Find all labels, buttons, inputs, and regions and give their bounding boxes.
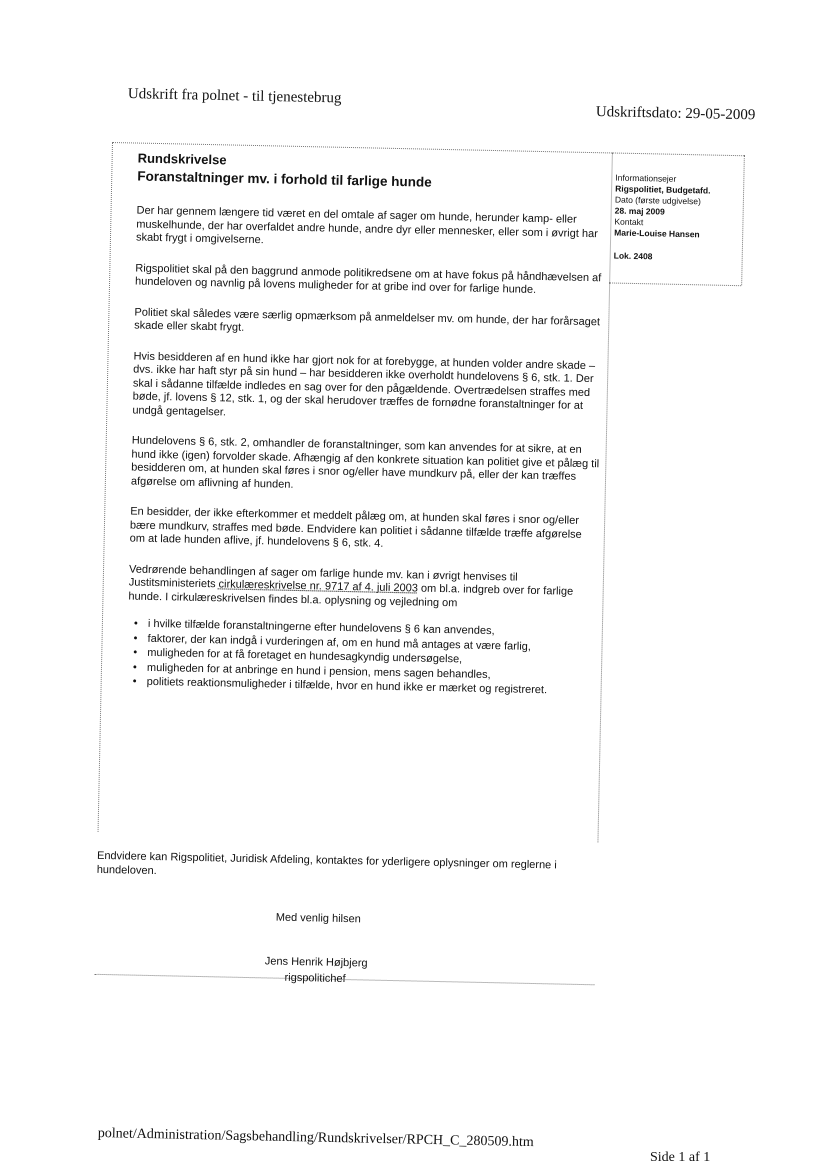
info-border-bottom: [609, 282, 741, 286]
date-label: Dato (første udgivelse): [614, 194, 701, 207]
list-item: • politiets reaktionsmuligheder i tilfælde, hvor en hund ikke er mærket og registreret.: [147, 676, 597, 699]
paragraph: Der har gennem længere tid været en del omtale af sager om hunde, herunder kamp- eller muskelhunde, der har overfaldet andre hunde, andre dyr eller mennesker, eller som i øvrigt har skabt frygt i omgivelserne.: [135, 204, 598, 247]
greeting: Med venlig hilsen: [275, 911, 361, 926]
owner-value: Rigspolitiet, Budgetafd.: [615, 183, 711, 196]
doc-title: Foranstaltninger mv. i forhold til farlige hunde: [137, 168, 432, 190]
paragraph: Rigspolitiet skal på den baggrund anmode politikredsene om at have fokus på håndhævelsen af hundeloven og navnlig på lovens muligheder for at gribe ind over for farlige hunde.: [134, 262, 602, 296]
paragraph: En besidder, der ikke efterkommer et meddelt pålæg om, at hunden skal føres i snor og/eller bære mundkurv, straffes med bøde. Endvidere kan politiet i sådanne tilfælde træffe afgørelse om at lade hunden aflive, jf. hundelovens § 6, stk. 4.: [129, 505, 582, 550]
list-item: • muligheden for at anbringe en hund i pension, mens sagen behandles,: [147, 661, 597, 684]
paragraph: Hvis besidderen af en hund ikke har gjort nok for at forebygge, at hunden volder andre skade – dvs. ikke har haft styr på sin hund – har besidderen ikke overholdt hundelovens § 6, stk. 1. Der skal i sådanne tilfælde indledes en sag over for den pågældende. Overtrædelsen straffes med bøde, jf. lovens § 12, stk. 1, og der skal herudover træffes de fornødne foranstaltninger for at undgå gentagelser.: [132, 349, 596, 418]
reference-text-before: Vedrørende behandlingen af sager om farlige hunde mv. kan i øvrigt henvises til Justitsministeriets: [128, 562, 518, 591]
list-item: • muligheden for at få foretaget en hundesagkyndig undersøgelse,: [147, 647, 597, 670]
left-border: [98, 142, 113, 832]
closing-paragraph: Endvidere kan Rigspolitiet, Juridisk Afdeling, kontaktes for yderligere oplysninger om reglerne i hundeloven.: [96, 849, 557, 877]
info-panel: [614, 173, 746, 265]
contact-value: Marie-Louise Hansen: [614, 227, 700, 240]
reference-paragraph: [128, 563, 599, 613]
reference-text-after: om bl.a. indgreb over for farlige hunde. I cirkulæreskrivelsen findes bl.a. oplysning og vejledning om: [128, 582, 574, 609]
circular-link[interactable]: cirkulæreskrivelse nr. 9717 af 4. juli 2003: [218, 578, 419, 595]
extension: Lok. 2408: [613, 250, 653, 262]
owner-label: Informationsejer: [615, 172, 677, 184]
contact-label: Kontakt: [614, 216, 644, 228]
print-date: Udskriftsdato: 29-05-2009: [595, 104, 756, 124]
document-body: [94, 142, 711, 1001]
signature-title: rigspolitichef: [284, 971, 346, 986]
main-text: [127, 205, 607, 700]
signature-name: Jens Henrik Højbjerg: [264, 955, 368, 970]
doc-type: Rundskrivelse: [137, 150, 227, 168]
print-header-left: Udskrift fra polnet - til tjenestebrug: [127, 86, 342, 107]
footer-path: polnet/Administration/Sagsbehandling/Rundskrivelser/RPCH_C_280509.htm: [97, 1126, 534, 1151]
paragraph: Hundelovens § 6, stk. 2, omhandler de foranstaltninger, som kan anvendes for at sikre, at en hund ikke (igen) forvolder skade. Afhængig af den konkrete situation kan politiet give et pålæg til besidderen om, at hunden skal føres i snor og/eller have mundkurv på, eller der kan træffes afgørelse om aflivning af hunden.: [130, 434, 600, 491]
footer-page-number: Side 1 af 1: [650, 1150, 711, 1165]
list-item: • faktorer, der kan indgå i vurderingen af, om en hund må antages at være farlig,: [147, 632, 597, 655]
date-value: 28. maj 2009: [614, 205, 665, 217]
list-item: • i hvilke tilfælde foranstaltningerne efter hundelovens § 6 kan anvendes,: [148, 618, 598, 641]
bullet-list: [127, 617, 598, 698]
paragraph: Politiet skal således være særlig opmærksom på anmeldelser mv. om hunde, der har forårsaget skade eller skabt frygt.: [134, 306, 601, 334]
